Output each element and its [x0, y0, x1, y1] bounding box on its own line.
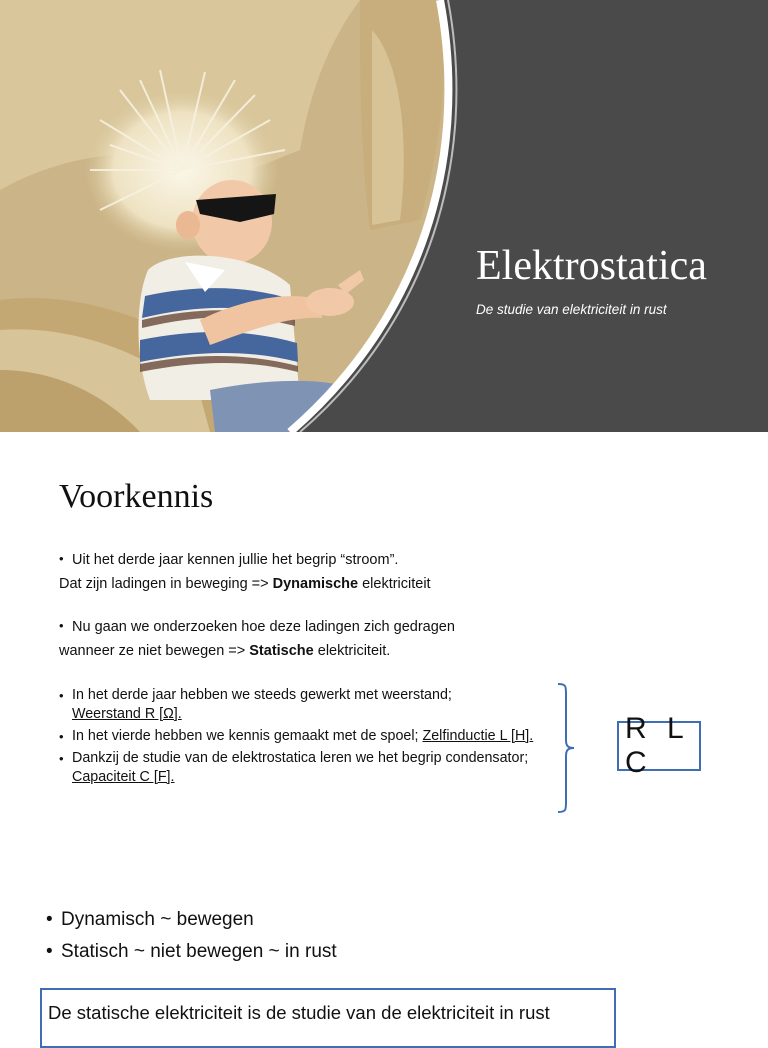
title-slide	[0, 0, 768, 432]
bold-term: Statische	[249, 643, 314, 659]
summary-list	[46, 904, 337, 968]
rlc-bullet-list	[59, 686, 569, 790]
slide-subtitle: De studie van elektriciteit in rust	[476, 302, 667, 317]
paragraph-line	[59, 639, 455, 663]
paragraph-line: • Nu gaan we onderzoeken hoe deze ladingen zich gedragen	[59, 615, 455, 639]
list-item	[59, 686, 569, 724]
curly-brace-icon	[556, 682, 578, 814]
slide-heading: Voorkennis	[59, 478, 214, 515]
summary-item: • Statisch ~ niet bewegen ~ in rust	[46, 936, 337, 968]
list-item-term: Weerstand R [Ω].	[72, 706, 182, 722]
text-run: elektriciteit.	[313, 643, 391, 659]
text-run: wanneer ze niet bewegen =>	[59, 643, 250, 659]
list-item-text: In het derde jaar hebben we steeds gewerkt met weerstand;	[72, 687, 452, 703]
text-run: Dat zijn ladingen in beweging =>	[59, 576, 273, 592]
summary-item: • Dynamisch ~ bewegen	[46, 904, 337, 936]
list-item	[59, 749, 569, 787]
list-item-term: Capaciteit C [F].	[72, 769, 175, 785]
list-item-text: Dankzij de studie van de elektrostatica leren we het begrip condensator;	[72, 750, 529, 766]
rlc-box: R L C	[617, 721, 701, 771]
intro-paragraph-statisch	[59, 615, 455, 663]
list-item-term: Zelfinductie L [H].	[422, 728, 534, 744]
bold-term: Dynamische	[272, 576, 359, 592]
paragraph-line: • Uit het derde jaar kennen jullie het begrip “stroom”.	[59, 548, 431, 572]
list-item	[59, 727, 569, 746]
slide-title: Elektrostatica	[476, 243, 707, 289]
list-item-text: In het vierde hebben we kennis gemaakt met de spoel;	[72, 728, 423, 744]
content-slide	[0, 432, 768, 1024]
paragraph-line	[59, 572, 431, 596]
intro-paragraph-stroom	[59, 548, 431, 596]
text-run: elektriciteit	[358, 576, 431, 592]
photo-child-on-slide	[0, 0, 768, 432]
definition-box: De statische elektriciteit is de studie van de elektriciteit in rust	[40, 988, 616, 1048]
